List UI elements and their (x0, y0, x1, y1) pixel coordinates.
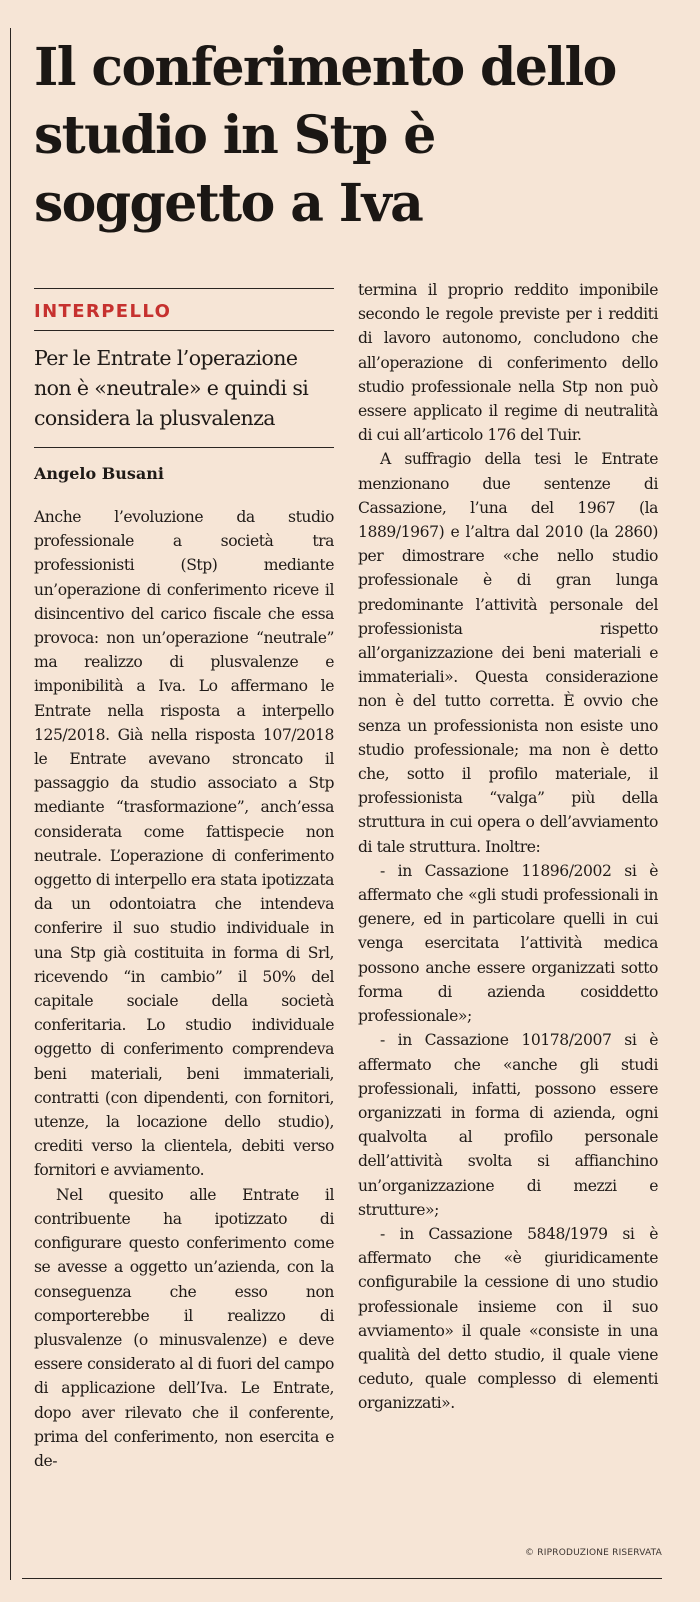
kicker-bottom-rule (34, 330, 334, 331)
headline: Il conferimento dello studio in Stp è soggetto a Iva (34, 37, 616, 234)
copyright-notice: © RIPRODUZIONE RISERVATA (525, 1548, 662, 1558)
left-border-rule (10, 28, 11, 1580)
left-column (34, 288, 334, 1473)
kicker: INTERPELLO (34, 301, 172, 322)
author-byline: Angelo Busani (34, 464, 164, 483)
summary: Per le Entrate l’operazione non è «neutrale» e quindi si considera la plusvalenza (34, 346, 309, 430)
body-paragraph: - in Cassazione 10178/2007 si è affermato che «anche gli studi professionali, infatti, possono essere organizzati in forma di azienda, ogni qualvolta al profilo personale dell’attività svolta si affianchino un’organizzazione di mezzi e strutture»; (358, 1031, 658, 1219)
right-column (358, 278, 658, 1416)
bottom-rule (22, 1578, 662, 1579)
summary-bottom-rule (34, 447, 334, 448)
body-paragraph: A suffragio della tesi le Entrate menzionano due sentenze di Cassazione, l’una del 1967 (la 1889/1967) e l’altra dal 2010 (la 2860) per dimostrare «che nello studio professionale è di gran lunga predominante l’attività personale del professionista rispetto all’organizzazione dei beni materiali e immateriali». Questa considerazione non è del tutto corretta. È ovvio che senza un professionista non esiste uno studio professionale; ma non è detto che, sotto il profilo materiale, il professionista “valga” più della struttura in cui opera o dell’avviamento di tale struttura. Inoltre: (358, 450, 658, 856)
body-paragraph: - in Cassazione 11896/2002 si è affermato che «gli studi professionali in genere, ed in particolare quelli in cui venga esercitata l’attività medica possono anche essere organizzati sotto forma di azienda cosiddetto professionale»; (358, 861, 658, 1026)
body-paragraph: termina il proprio reddito imponibile secondo le regole previste per i redditi di lavoro autonomo, concludono che all’operazione di conferimento dello studio professionale nella Stp non può essere applicato il regime di neutralità di cui all’articolo 176 del Tuir. (358, 281, 658, 445)
body-paragraph: Anche l’evoluzione da studio professionale a società tra professionisti (Stp) mediante un’operazione di conferimento riceve il disincentivo del carico fiscale che essa provoca: non un’operazione “neutrale” ma realizzo di plusvalenze e imponibilità a Iva. Lo affermano le Entrate nella risposta a interpello 125/2018. Già nella risposta 107/2018 le Entrate avevano stroncato il passaggio da studio associato a Stp mediante “trasformazione”, anch’essa considerata come fattispecie non neutrale. L’operazione di conferimento oggetto di interpello era stata ipotizzata da un odontoiatra che intendeva conferire il suo studio individuale in una Stp già costituita in forma di Srl, ricevendo “in cambio” il 50% del capitale sociale della società conferitaria. Lo studio individuale oggetto di conferimento comprendeva beni materiali, beni immateriali, contratti (con dipendenti, con fornitori, utenze, la locazione dello studio), crediti verso la clientela, debiti verso fornitori e avviamento. (34, 508, 334, 1180)
body-paragraph: - in Cassazione 5848/1979 si è affermato che «è giuridicamente configurabile la cessione di uno studio professionale insieme con il suo avviamento» il quale «consiste in una qualità del detto studio, il quale viene ceduto, quale complesso di elementi organizzati». (358, 1224, 658, 1413)
body-paragraph: Nel quesito alle Entrate il contribuente ha ipotizzato di configurare questo conferimento come se avesse a oggetto un’azienda, con la conseguenza che esso non comporterebbe il realizzo di plusvalenze (o minusvalenze) e deve essere considerato al di fuori del campo di applicazione dell’Iva. Le Entrate, dopo aver rilevato che il conferente, prima del conferimento, non esercita e de- (34, 1185, 334, 1470)
